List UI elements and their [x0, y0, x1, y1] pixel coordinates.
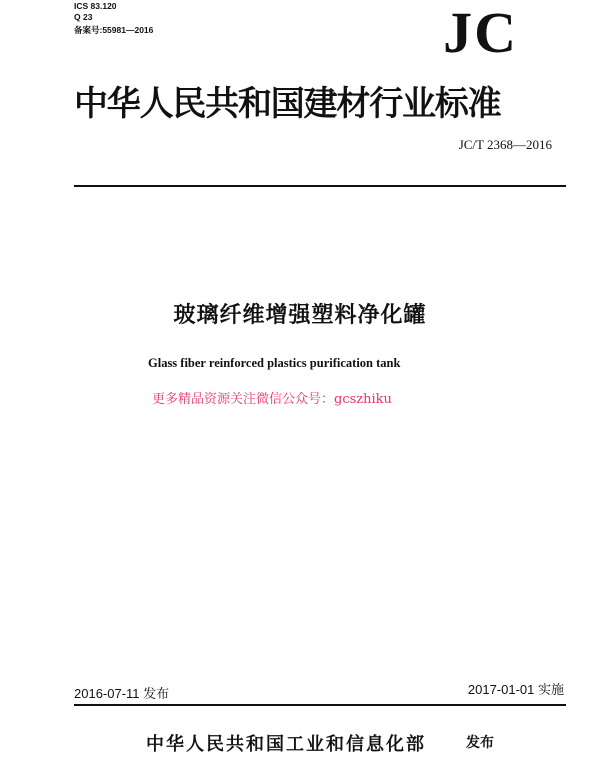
- implementation-date: 2017-01-01 实施: [467, 682, 564, 697]
- industry-standard-heading: 中华人民共和国建材行业标准: [74, 84, 501, 124]
- top-divider: [74, 185, 566, 187]
- jc-logo: JC: [443, 0, 518, 65]
- record-number: 备案号:55981—2016: [74, 25, 154, 35]
- standard-number: JC/T 2368—2016: [458, 137, 552, 152]
- document-title-en: Glass fiber reinforced plastics purification tank: [148, 356, 401, 370]
- promo-watermark: 更多精品资源关注微信公众号：gcszhiku: [152, 392, 392, 407]
- classification-code: Q 23: [74, 12, 93, 22]
- publish-label: 发布: [466, 735, 494, 751]
- issue-date: 2016-07-11 发布: [74, 686, 170, 701]
- document-title-zh: 玻璃纤维增强塑料净化罐: [173, 303, 427, 328]
- bottom-divider: [74, 704, 566, 706]
- publisher-name: 中华人民共和国工业和信息化部: [146, 734, 426, 755]
- ics-code: ICS 83.120: [74, 1, 117, 11]
